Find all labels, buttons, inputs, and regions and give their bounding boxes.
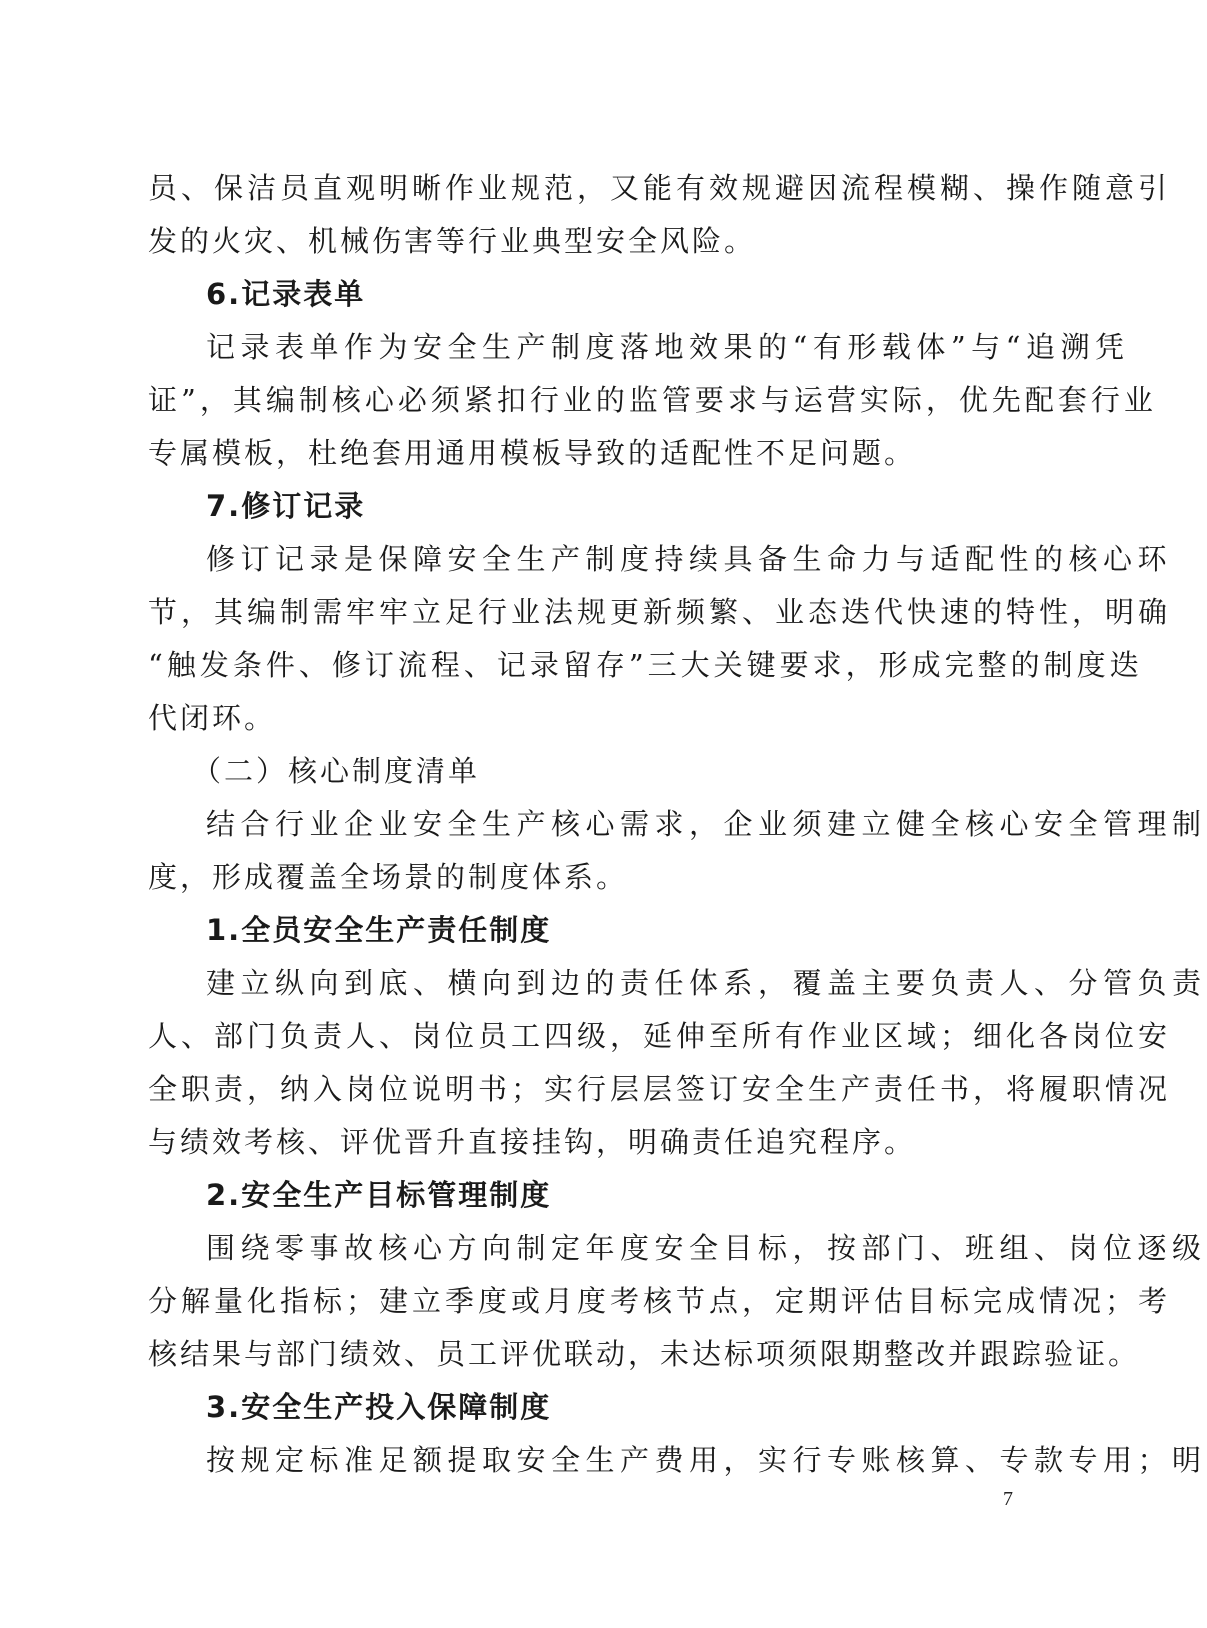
paragraph-line: 结合行业企业安全生产核心需求，企业须建立健全核心安全管理制 xyxy=(206,807,1207,841)
paragraph-line: 度，形成覆盖全场景的制度体系。 xyxy=(148,860,629,894)
paragraph-line: 证”，其编制核心必须紧扣行业的监管要求与运营实际，优先配套行业 xyxy=(148,383,1157,417)
paragraph-line: “触发条件、修订流程、记录留存”三大关键要求，形成完整的制度迭 xyxy=(148,648,1143,682)
paragraph-line: 建立纵向到底、横向到边的责任体系，覆盖主要负责人、分管负责 xyxy=(206,966,1207,1000)
section-heading-2: 2.安全生产目标管理制度 xyxy=(206,1178,552,1212)
paragraph-line: 与绩效考核、评优晋升直接挂钩，明确责任追究程序。 xyxy=(148,1125,917,1159)
paragraph-line: 按规定标准足额提取安全生产费用，实行专账核算、专款专用；明 xyxy=(206,1443,1207,1477)
paragraph-line: 员、保洁员直观明晰作业规范，又能有效规避因流程模糊、操作随意引 xyxy=(148,171,1172,205)
paragraph-line: 全职责，纳入岗位说明书；实行层层签订安全生产责任书，将履职情况 xyxy=(148,1072,1172,1106)
document-body xyxy=(148,162,1207,1487)
paragraph-line: 专属模板，杜绝套用通用模板导致的适配性不足问题。 xyxy=(148,436,917,470)
paragraph-line: 修订记录是保障安全生产制度持续具备生命力与适配性的核心环 xyxy=(206,542,1173,576)
section-heading-1: 1.全员安全生产责任制度 xyxy=(206,913,552,947)
paragraph-line: 核结果与部门绩效、员工评优联动，未达标项须限期整改并跟踪验证。 xyxy=(148,1337,1141,1371)
section-heading-6: 6.记录表单 xyxy=(206,277,366,311)
paragraph-line: 发的火灾、机械伤害等行业典型安全风险。 xyxy=(148,224,757,258)
paragraph-line: 分解量化指标；建立季度或月度考核节点，定期评估目标完成情况；考 xyxy=(148,1284,1172,1318)
paragraph-line: 代闭环。 xyxy=(148,701,277,735)
paragraph-line: 人、部门负责人、岗位员工四级，延伸至所有作业区域；细化各岗位安 xyxy=(148,1019,1172,1053)
subsection-heading: （二）核心制度清单 xyxy=(192,754,481,788)
section-heading-3: 3.安全生产投入保障制度 xyxy=(206,1390,552,1424)
paragraph-line: 围绕零事故核心方向制定年度安全目标，按部门、班组、岗位逐级 xyxy=(206,1231,1207,1265)
section-heading-7: 7.修订记录 xyxy=(206,489,366,523)
page-number: 7 xyxy=(1003,1488,1013,1510)
paragraph-line: 节，其编制需牢牢立足行业法规更新频繁、业态迭代快速的特性，明确 xyxy=(148,595,1172,629)
paragraph-line: 记录表单作为安全生产制度落地效果的“有形载体”与“追溯凭 xyxy=(206,330,1130,364)
